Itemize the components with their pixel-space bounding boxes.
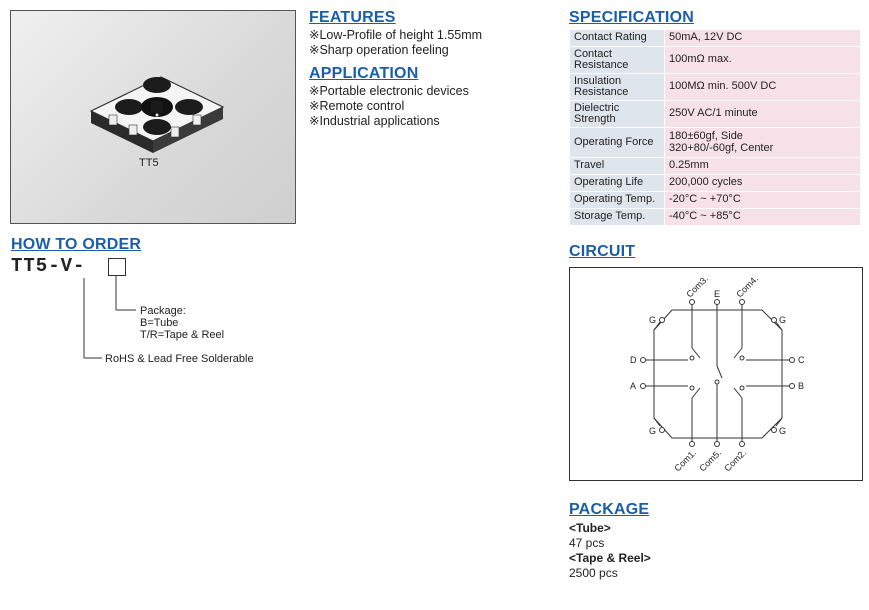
package-reel-label: <Tape & Reel> [569,551,651,565]
spec-value: 100mΩ max. [665,47,861,74]
table-row [570,30,861,47]
spec-key: Insulation Resistance [570,74,665,101]
features-heading: FEATURES [309,9,396,26]
terminal-label: Com3. [684,273,711,300]
package-legend-title: Package: [140,305,186,317]
table-row [570,47,861,74]
terminal-label: G [779,426,787,436]
spec-key: Contact Rating [570,30,665,47]
application-list [309,84,469,129]
package-reel-qty: 2500 pcs [569,566,618,580]
terminal-label: G [649,426,657,436]
spec-value: 250V AC/1 minute [665,101,861,128]
terminal-label: Com4. [734,273,761,300]
spec-key: Travel [570,158,665,175]
package-heading: PACKAGE [569,501,650,518]
package-option: T/R=Tape & Reel [140,329,225,341]
spec-value-line: 320+80/-60gf, Center [669,141,774,154]
spec-value: 0.25mm [665,158,861,175]
order-code: TT5-V- [11,255,86,277]
terminal-label: D [630,355,637,365]
terminal-label: E [714,289,721,299]
table-row [570,175,861,192]
package-info [569,521,651,581]
application-heading: APPLICATION [309,65,419,82]
spec-value: -40°C ~ +85°C [665,209,861,226]
circuit-schematic [570,268,862,480]
specification-heading: SPECIFICATION [569,9,694,26]
features-list [309,28,482,58]
spec-value [665,128,861,158]
terminal-label: G [779,315,787,325]
spec-key: Contact Resistance [570,47,665,74]
spec-key: Operating Life [570,175,665,192]
how-to-order-heading: HOW TO ORDER [11,236,142,253]
spec-value: -20°C ~ +70°C [665,192,861,209]
circuit-heading: CIRCUIT [569,243,636,260]
spec-value: 50mA, 12V DC [665,30,861,47]
terminal-label: G [649,315,657,325]
spec-key: Operating Temp. [570,192,665,209]
terminal-label: Com2. [722,447,749,474]
application-item: ※Remote control [309,99,405,113]
terminal-label: Com1. [672,447,699,474]
table-row [570,74,861,101]
table-row [570,128,861,158]
package-option: B=Tube [140,317,179,329]
spec-value: 100MΩ min. 500V DC [665,74,861,101]
circuit-diagram [569,267,863,481]
table-row [570,192,861,209]
spec-value: 200,000 cycles [665,175,861,192]
spec-key: Dielectric Strength [570,101,665,128]
spec-value-line: 180±60gf, Side [669,130,743,142]
spec-key: Storage Temp. [570,209,665,226]
application-item: ※Industrial applications [309,114,440,128]
application-item: ※Portable electronic devices [309,84,469,98]
terminal-label: A [630,381,637,391]
terminal-label: C [798,355,805,365]
terminal-label: B [798,381,805,391]
spec-key: Operating Force [570,128,665,158]
rohs-note: RoHS & Lead Free Solderable [105,353,254,365]
feature-item: ※Low-Profile of height 1.55mm [309,28,483,42]
table-row [570,101,861,128]
package-tube-label: <Tube> [569,521,611,535]
feature-item: ※Sharp operation feeling [309,43,449,57]
package-legend [140,305,224,341]
package-tube-qty: 47 pcs [569,536,605,550]
terminal-label: Com5. [697,447,724,474]
product-label: TT5 [139,157,159,169]
table-row [570,158,861,175]
specification-table [569,29,861,226]
table-row [570,209,861,226]
